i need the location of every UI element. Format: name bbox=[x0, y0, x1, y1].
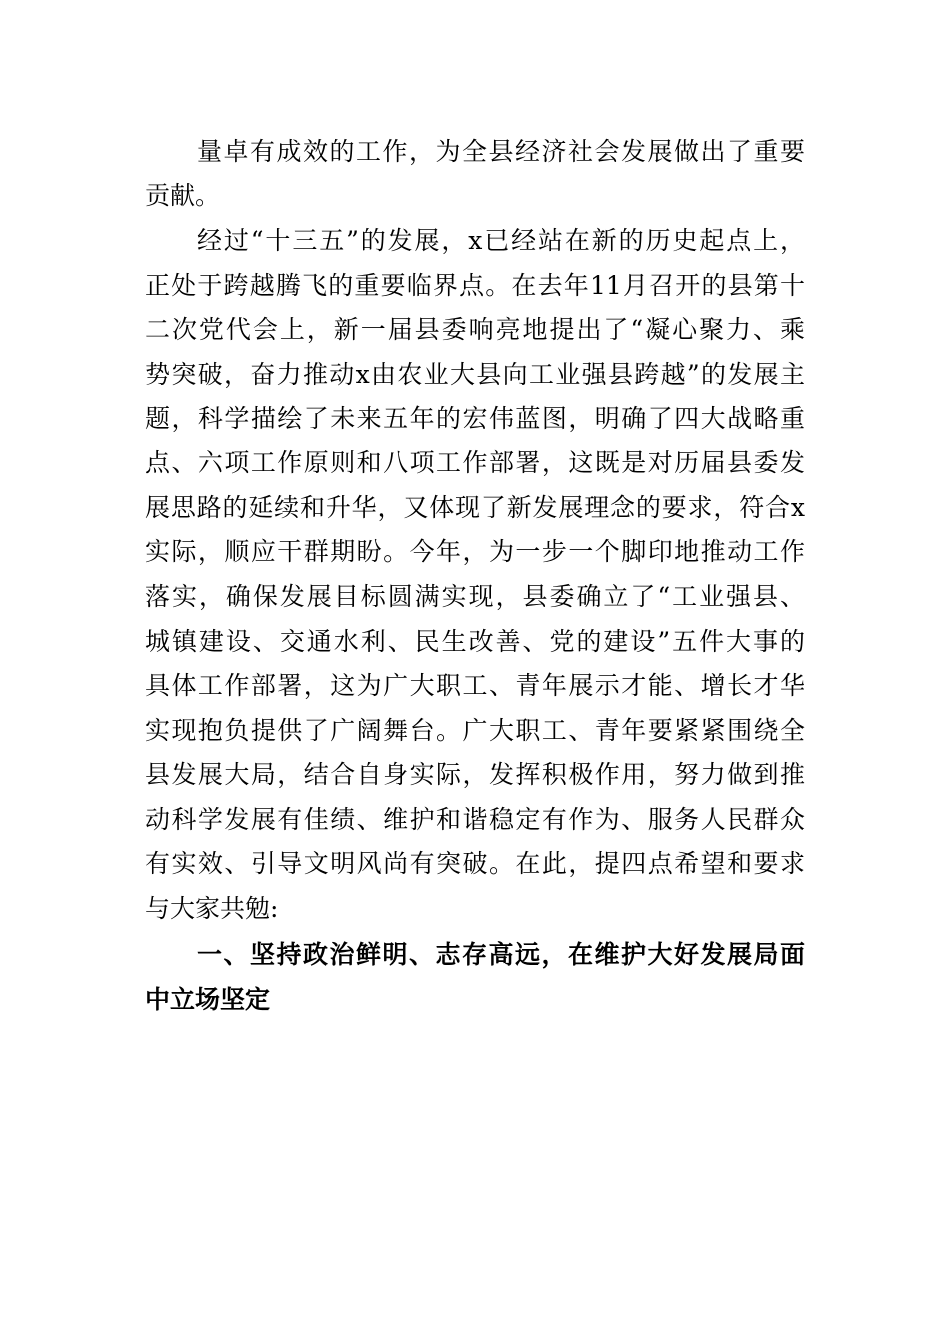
text-line: 具体工作部署，这为广大职工、青年展示才能、增长才华 bbox=[145, 671, 805, 700]
text-line: 展思路的延续和升华，又体现了新发展理念的要求，符合x bbox=[145, 493, 805, 522]
text-line: 正处于跨越腾飞的重要临界点。在去年11月召开的县第十 bbox=[145, 271, 805, 300]
text-line: 县发展大局，结合自身实际，发挥积极作用，努力做到推 bbox=[145, 760, 805, 789]
text-line: 落实，确保发展目标圆满实现，县委确立了“工业强县、 bbox=[145, 582, 805, 611]
text-line: 量卓有成效的工作，为全县经济社会发展做出了重要 bbox=[197, 137, 805, 166]
text-line: 实现抱负提供了广阔舞台。广大职工、青年要紧紧围绕全 bbox=[145, 716, 805, 745]
text-line: 贡献。 bbox=[145, 181, 221, 210]
text-line: 点、六项工作原则和八项工作部署，这既是对历届县委发 bbox=[145, 448, 805, 477]
text-line: 二次党代会上，新一届县委响亮地提出了“凝心聚力、乘 bbox=[145, 315, 805, 344]
section-heading: 中立场坚定 bbox=[145, 985, 271, 1014]
text-line: 实际，顺应干群期盼。今年，为一步一个脚印地推动工作 bbox=[145, 537, 805, 566]
text-line: 有实效、引导文明风尚有突破。在此，提四点希望和要求 bbox=[145, 849, 805, 878]
text-line: 题，科学描绘了未来五年的宏伟蓝图，明确了四大战略重 bbox=[145, 404, 805, 433]
text-line: 动科学发展有佳绩、维护和谐稳定有作为、服务人民群众 bbox=[145, 805, 805, 834]
section-heading: 一、坚持政治鲜明、志存高远，在维护大好发展局面 bbox=[197, 940, 805, 969]
text-line: 与大家共勉: bbox=[145, 894, 279, 923]
text-line: 势突破，奋力推动x由农业大县向工业强县跨越”的发展主 bbox=[145, 360, 805, 389]
text-line: 城镇建设、交通水利、民生改善、党的建设”五件大事的 bbox=[145, 627, 805, 656]
text-line: 经过“十三五”的发展，x已经站在新的历史起点上， bbox=[197, 226, 805, 255]
